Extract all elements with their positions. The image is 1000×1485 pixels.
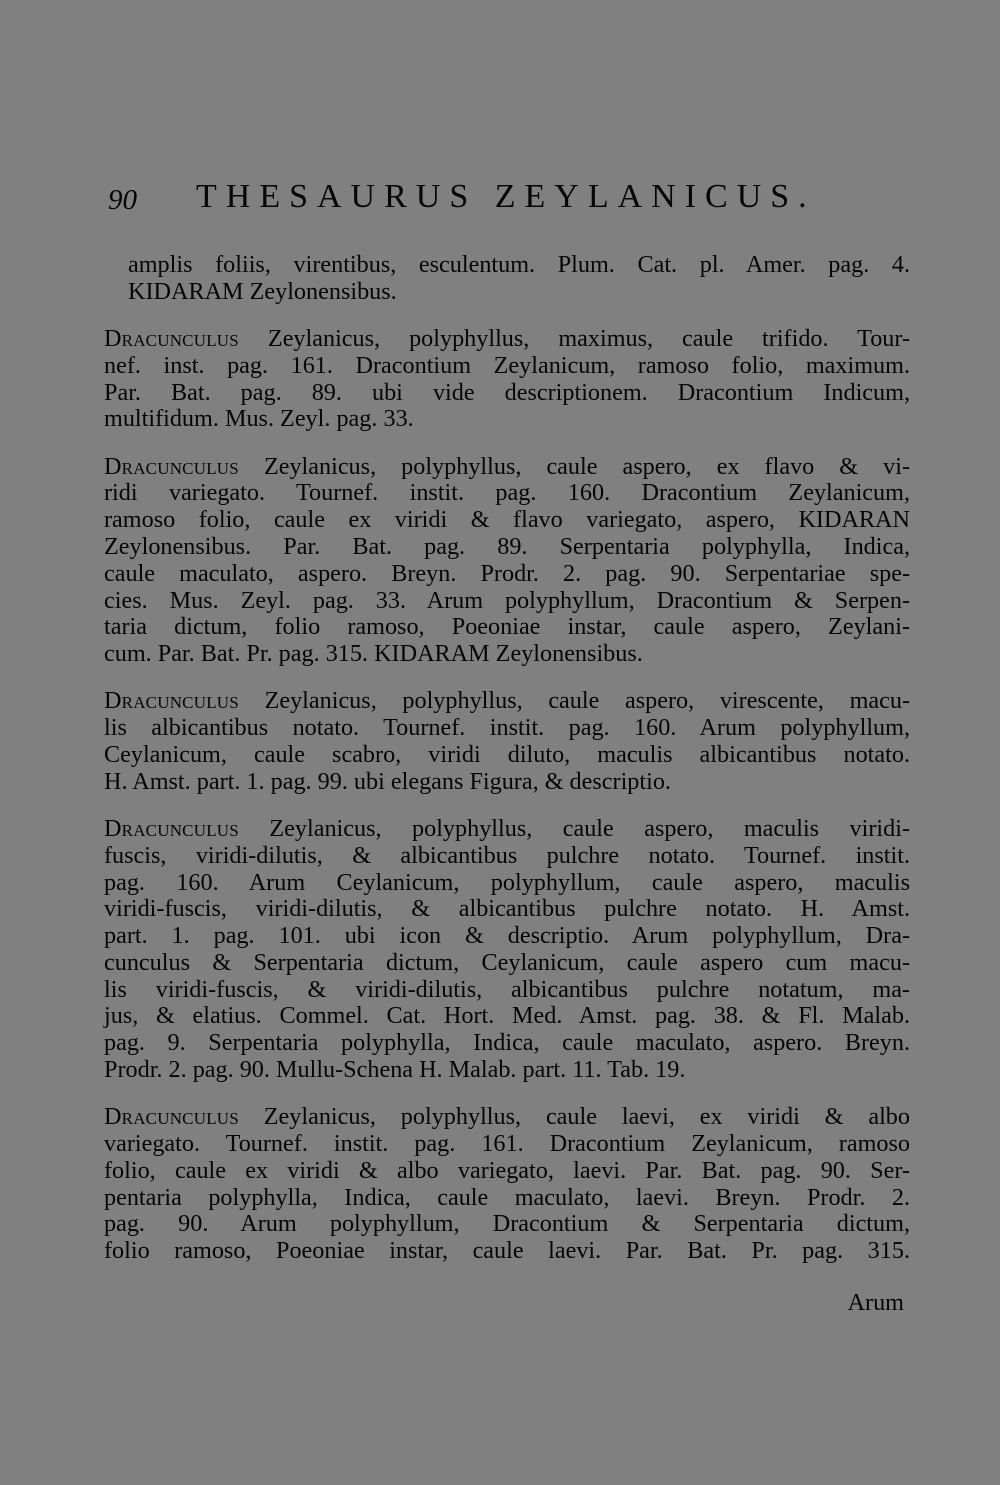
text-line: lis albicantibus notato. Tournef. instit. pag. 160. Arum polyphyllum,	[104, 714, 910, 742]
text-line: H. Amst. part. 1. pag. 99. ubi elegans Figura, & descriptio.	[104, 767, 671, 795]
headword: Dracunculus	[104, 687, 239, 715]
text-line: taria dictum, folio ramoso, Poeoniae instar, caule aspero, Zeylani-	[104, 613, 910, 641]
headword: Dracunculus	[104, 814, 239, 842]
entry	[104, 816, 910, 1084]
text-run: Zeylanicus, polyphyllus, caule laevi, ex viridi & albo	[263, 1103, 910, 1131]
running-title: THESAURUS ZEYLANICUS.	[196, 178, 816, 215]
text-line: viridi-fuscis, viridi-dilutis, & albicantibus pulchre notato. H. Amst.	[104, 895, 910, 923]
text-line: multifidum. Mus. Zeyl. pag. 33.	[104, 405, 414, 433]
text-line: pag. 160. Arum Ceylanicum, polyphyllum, caule aspero, maculis	[104, 868, 910, 896]
text-line: Prodr. 2. pag. 90. Mullu-Schena H. Malab. part. 11. Tab. 19.	[104, 1056, 686, 1084]
text-line: nef. inst. pag. 161. Dracontium Zeylanicum, ramoso folio, maximum.	[104, 351, 910, 379]
text-run: Zeylanicus, polyphyllus, caule aspero, virescente, macu-	[264, 687, 910, 715]
text-line: lis viridi-fuscis, & viridi-dilutis, albicantibus pulchre notatum, ma-	[104, 975, 910, 1003]
text-line	[104, 452, 910, 481]
headword: Dracunculus	[104, 1103, 239, 1131]
text-line: Zeylonensibus. Par. Bat. pag. 89. Serpentaria polyphylla, Indica,	[104, 532, 910, 560]
text-line: jus, & elatius. Commel. Cat. Hort. Med. Amst. pag. 38. & Fl. Malab.	[104, 1002, 910, 1030]
catchword: Arum	[847, 1289, 904, 1316]
text-line: caule maculato, aspero. Breyn. Prodr. 2. pag. 90. Serpentariae spe-	[104, 559, 910, 587]
text-line: cies. Mus. Zeyl. pag. 33. Arum polyphyllum, Dracontium & Serpen-	[104, 586, 910, 614]
page-body	[104, 252, 910, 1265]
text-line: variegato. Tournef. instit. pag. 161. Dracontium Zeylanicum, ramoso	[104, 1130, 910, 1158]
text-run: Zeylanicus, polyphyllus, maximus, caule trifido. Tour-	[267, 324, 911, 352]
text-line: Par. Bat. pag. 89. ubi vide descriptionem. Dracontium Indicum,	[104, 378, 910, 406]
page-number: 90	[108, 184, 137, 216]
text-line: cunculus & Serpentaria dictum, Ceylanicum, caule aspero cum macu-	[104, 948, 910, 976]
text-line	[104, 324, 911, 353]
running-head	[108, 178, 828, 226]
headword: Dracunculus	[104, 452, 239, 480]
text-line	[104, 687, 910, 715]
text-line	[104, 1103, 910, 1131]
text-line: amplis foliis, virentibus, esculentum. Plum. Cat. pl. Amer. pag. 4.	[128, 251, 910, 278]
text-line: cum. Par. Bat. Pr. pag. 315. KIDARAM Zeylonensibus.	[104, 640, 643, 668]
text-line	[104, 814, 911, 843]
text-line: folio ramoso, Poeoniae instar, caule laevi. Par. Bat. Pr. pag. 315.	[104, 1237, 910, 1265]
text-line: folio, caule ex viridi & albo variegato, laevi. Par. Bat. pag. 90. Ser-	[104, 1156, 910, 1184]
text-line: Ceylanicum, caule scabro, viridi diluto, maculis albicantibus notato.	[104, 740, 910, 768]
text-line: pentaria polyphylla, Indica, caule maculato, laevi. Breyn. Prodr. 2.	[104, 1183, 910, 1211]
text-line: pag. 9. Serpentaria polyphylla, Indica, caule maculato, aspero. Breyn.	[104, 1029, 910, 1057]
text-line: fuscis, viridi-dilutis, & albicantibus pulchre notato. Tournef. instit.	[104, 841, 910, 869]
entry	[104, 454, 910, 668]
entry	[104, 688, 910, 795]
text-line: pag. 90. Arum polyphyllum, Dracontium & Serpentaria dictum,	[104, 1210, 910, 1238]
text-line: part. 1. pag. 101. ubi icon & descriptio. Arum polyphyllum, Dra-	[104, 922, 910, 950]
entry	[104, 1104, 910, 1265]
text-line: ramoso folio, caule ex viridi & flavo variegato, aspero, KIDARAN	[104, 506, 910, 534]
entry-continuation	[104, 252, 910, 306]
text-line: ridi variegato. Tournef. instit. pag. 160. Dracontium Zeylanicum,	[104, 479, 910, 507]
entry	[104, 326, 910, 433]
headword: Dracunculus	[104, 324, 239, 352]
text-line: KIDARAM Zeylonensibus.	[128, 277, 397, 305]
text-run: Zeylanicus, polyphyllus, caule aspero, maculis viridi-	[269, 814, 911, 842]
text-run: Zeylanicus, polyphyllus, caule aspero, ex flavo & vi-	[263, 452, 910, 480]
